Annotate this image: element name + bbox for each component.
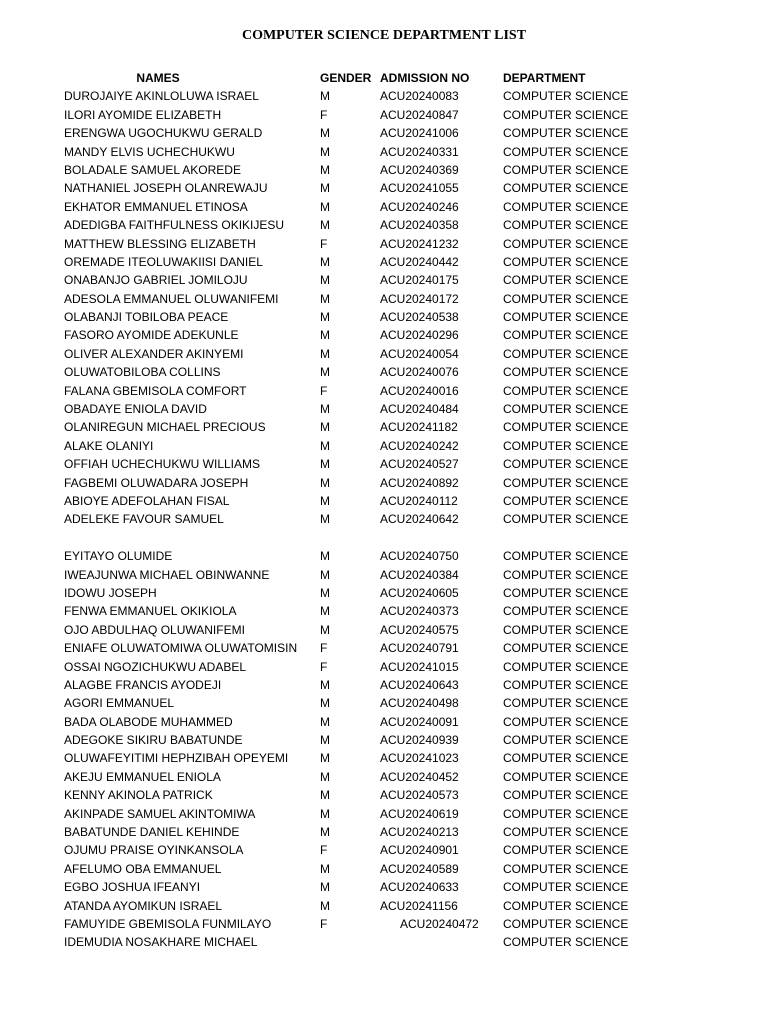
student-name: FENWA EMMANUEL OKIKIOLA [64, 604, 237, 619]
table-row [0, 308, 768, 326]
student-gender: M [320, 218, 330, 233]
student-name: ERENGWA UGOCHUKWU GERALD [64, 126, 263, 141]
student-gender: M [320, 144, 330, 159]
table-row [0, 510, 768, 528]
admission-number: ACU20240847 [380, 107, 459, 122]
admission-number: ACU20240091 [380, 714, 459, 729]
admission-number: ACU20240246 [380, 199, 459, 214]
student-department: COMPUTER SCIENCE [503, 475, 629, 490]
student-gender: M [320, 438, 330, 453]
student-department: COMPUTER SCIENCE [503, 273, 629, 288]
header-gender: GENDER [320, 71, 372, 85]
table-row [0, 878, 768, 896]
header-admission-no: ADMISSION NO [380, 71, 470, 85]
student-gender: F [320, 236, 328, 251]
admission-number: ACU20240605 [380, 585, 459, 600]
student-gender: M [320, 328, 330, 343]
student-gender: M [320, 880, 330, 895]
student-gender: M [320, 475, 330, 490]
table-row [0, 713, 768, 731]
admission-number: ACU20241023 [380, 751, 459, 766]
table-row [0, 290, 768, 308]
student-name: ADEDIGBA FAITHFULNESS OKIKIJESU [64, 218, 285, 233]
student-gender: M [320, 126, 330, 141]
student-department: COMPUTER SCIENCE [503, 291, 629, 306]
table-row [0, 841, 768, 859]
student-gender: M [320, 604, 330, 619]
student-department: COMPUTER SCIENCE [503, 328, 629, 343]
student-department: COMPUTER SCIENCE [503, 310, 629, 325]
student-department: COMPUTER SCIENCE [503, 567, 629, 582]
student-gender: M [320, 402, 330, 417]
student-name: BABATUNDE DANIEL KEHINDE [64, 825, 240, 840]
student-name: FALANA GBEMISOLA COMFORT [64, 383, 247, 398]
student-name: IDEMUDIA NOSAKHARE MICHAEL [64, 935, 258, 950]
admission-number: ACU20240384 [380, 567, 459, 582]
student-department: COMPUTER SCIENCE [503, 346, 629, 361]
table-row [0, 584, 768, 602]
student-name: AFELUMO OBA EMMANUEL [64, 861, 222, 876]
student-department: COMPUTER SCIENCE [503, 843, 629, 858]
table-row [0, 915, 768, 933]
table-row [0, 529, 768, 547]
student-department: COMPUTER SCIENCE [503, 769, 629, 784]
admission-number: ACU20240589 [380, 861, 459, 876]
admission-number: ACU20241015 [380, 659, 459, 674]
student-department: COMPUTER SCIENCE [503, 144, 629, 159]
admission-number: ACU20240242 [380, 438, 459, 453]
table-row [0, 602, 768, 620]
student-department: COMPUTER SCIENCE [503, 861, 629, 876]
student-name: OSSAI NGOZICHUKWU ADABEL [64, 659, 247, 674]
admission-number: ACU20240373 [380, 604, 459, 619]
student-department: COMPUTER SCIENCE [503, 438, 629, 453]
student-department: COMPUTER SCIENCE [503, 806, 629, 821]
student-name: DUROJAIYE AKINLOLUWA ISRAEL [64, 89, 259, 104]
student-gender: M [320, 714, 330, 729]
student-name: AGORI EMMANUEL [64, 696, 175, 711]
student-department: COMPUTER SCIENCE [503, 199, 629, 214]
student-gender: M [320, 769, 330, 784]
admission-number: ACU20240498 [380, 696, 459, 711]
table-row [0, 382, 768, 400]
student-department: COMPUTER SCIENCE [503, 677, 629, 692]
student-name: EKHATOR EMMANUEL ETINOSA [64, 199, 248, 214]
admission-number: ACU20240083 [380, 89, 459, 104]
student-gender: M [320, 493, 330, 508]
student-department: COMPUTER SCIENCE [503, 402, 629, 417]
student-name: MATTHEW BLESSING ELIZABETH [64, 236, 256, 251]
admission-number: ACU20240054 [380, 346, 459, 361]
student-department: COMPUTER SCIENCE [503, 457, 629, 472]
table-row [0, 694, 768, 712]
admission-number: ACU20240172 [380, 291, 459, 306]
table-row [0, 547, 768, 565]
admission-number: ACU20240358 [380, 218, 459, 233]
student-department: COMPUTER SCIENCE [503, 549, 629, 564]
student-gender: M [320, 457, 330, 472]
student-department: COMPUTER SCIENCE [503, 935, 629, 950]
admission-number: ACU20240633 [380, 880, 459, 895]
student-department: COMPUTER SCIENCE [503, 604, 629, 619]
student-department: COMPUTER SCIENCE [503, 788, 629, 803]
student-gender: M [320, 806, 330, 821]
student-department: COMPUTER SCIENCE [503, 825, 629, 840]
student-gender: M [320, 181, 330, 196]
table-row [0, 363, 768, 381]
student-department: COMPUTER SCIENCE [503, 898, 629, 913]
table-row [0, 271, 768, 289]
student-name: ALAKE OLANIYI [64, 438, 154, 453]
student-department: COMPUTER SCIENCE [503, 365, 629, 380]
student-gender: M [320, 733, 330, 748]
student-name: KENNY AKINOLA PATRICK [64, 788, 213, 803]
student-name: AKEJU EMMANUEL ENIOLA [64, 769, 221, 784]
table-body [0, 87, 768, 951]
student-name: AKINPADE SAMUEL AKINTOMIWA [64, 806, 256, 821]
student-gender: F [320, 641, 328, 656]
table-row [0, 768, 768, 786]
student-gender: F [320, 659, 328, 674]
table-row [0, 400, 768, 418]
student-name: OLIVER ALEXANDER AKINYEMI [64, 346, 244, 361]
student-name: OJO ABDULHAQ OLUWANIFEMI [64, 622, 245, 637]
student-department: COMPUTER SCIENCE [503, 236, 629, 251]
admission-number: ACU20240892 [380, 475, 459, 490]
admission-number: ACU20240175 [380, 273, 459, 288]
student-gender: M [320, 751, 330, 766]
student-department: COMPUTER SCIENCE [503, 420, 629, 435]
student-department: COMPUTER SCIENCE [503, 218, 629, 233]
admission-number: ACU20240016 [380, 383, 459, 398]
student-name: NATHANIEL JOSEPH OLANREWAJU [64, 181, 268, 196]
table-row [0, 639, 768, 657]
table-row [0, 566, 768, 584]
table-row [0, 418, 768, 436]
student-department: COMPUTER SCIENCE [503, 512, 629, 527]
student-name: OLUWAFEYITIMI HEPHZIBAH OPEYEMI [64, 751, 289, 766]
student-department: COMPUTER SCIENCE [503, 383, 629, 398]
admission-number: ACU20241156 [380, 898, 458, 913]
student-gender: M [320, 254, 330, 269]
table-row [0, 179, 768, 197]
admission-number: ACU20241006 [380, 126, 459, 141]
admission-number: ACU20240750 [380, 549, 459, 564]
admission-number: ACU20240076 [380, 365, 459, 380]
student-name: OJUMU PRAISE OYINKANSOLA [64, 843, 244, 858]
student-gender: M [320, 549, 330, 564]
student-gender: M [320, 420, 330, 435]
admission-number: ACU20240643 [380, 677, 459, 692]
table-row [0, 658, 768, 676]
student-name: OBADAYE ENIOLA DAVID [64, 402, 207, 417]
student-name: ALAGBE FRANCIS AYODEJI [64, 677, 222, 692]
header-names: NAMES [136, 71, 180, 85]
student-gender: M [320, 567, 330, 582]
table-row [0, 676, 768, 694]
table-row [0, 823, 768, 841]
admission-number: ACU20240939 [380, 733, 459, 748]
student-gender: M [320, 273, 330, 288]
admission-number: ACU20240369 [380, 162, 459, 177]
student-department: COMPUTER SCIENCE [503, 181, 629, 196]
student-name: IDOWU JOSEPH [64, 585, 157, 600]
student-name: FASORO AYOMIDE ADEKUNLE [64, 328, 239, 343]
student-gender: M [320, 199, 330, 214]
student-department: COMPUTER SCIENCE [503, 254, 629, 269]
student-gender: M [320, 89, 330, 104]
student-name: ADELEKE FAVOUR SAMUEL [64, 512, 224, 527]
student-gender: M [320, 861, 330, 876]
student-name: IWEAJUNWA MICHAEL OBINWANNE [64, 567, 270, 582]
student-gender: M [320, 346, 330, 361]
student-name: ABIOYE ADEFOLAHAN FISAL [64, 493, 230, 508]
student-department: COMPUTER SCIENCE [503, 162, 629, 177]
student-gender: F [320, 916, 328, 931]
table-row [0, 621, 768, 639]
page-title: COMPUTER SCIENCE DEPARTMENT LIST [241, 28, 527, 43]
admission-number: ACU20241182 [380, 420, 458, 435]
student-gender: M [320, 291, 330, 306]
student-name: OLABANJI TOBILOBA PEACE [64, 310, 229, 325]
student-name: OLANIREGUN MICHAEL PRECIOUS [64, 420, 266, 435]
student-name: OLUWATOBILOBA COLLINS [64, 365, 221, 380]
student-name: ENIAFE OLUWATOMIWA OLUWATOMISIN [64, 641, 298, 656]
student-name: ADESOLA EMMANUEL OLUWANIFEMI [64, 291, 279, 306]
admission-number: ACU20240484 [380, 402, 459, 417]
student-department: COMPUTER SCIENCE [503, 585, 629, 600]
student-department: COMPUTER SCIENCE [503, 89, 629, 104]
student-department: COMPUTER SCIENCE [503, 696, 629, 711]
student-gender: M [320, 365, 330, 380]
student-gender: M [320, 898, 330, 913]
student-name: BADA OLABODE MUHAMMED [64, 714, 233, 729]
student-table [0, 69, 768, 952]
student-department: COMPUTER SCIENCE [503, 733, 629, 748]
table-row [0, 897, 768, 915]
student-name: BOLADALE SAMUEL AKOREDE [64, 162, 241, 177]
student-gender: M [320, 162, 330, 177]
table-row [0, 216, 768, 234]
student-name: EGBO JOSHUA IFEANYI [64, 880, 201, 895]
table-row [0, 492, 768, 510]
student-name: OFFIAH UCHECHUKWU WILLIAMS [64, 457, 261, 472]
student-gender: M [320, 622, 330, 637]
student-department: COMPUTER SCIENCE [503, 622, 629, 637]
admission-number: ACU20240619 [380, 806, 459, 821]
student-gender: M [320, 310, 330, 325]
student-department: COMPUTER SCIENCE [503, 126, 629, 141]
student-name: ATANDA AYOMIKUN ISRAEL [64, 898, 223, 913]
table-row [0, 87, 768, 105]
student-department: COMPUTER SCIENCE [503, 751, 629, 766]
student-department: COMPUTER SCIENCE [503, 641, 629, 656]
student-name: ILORI AYOMIDE ELIZABETH [64, 107, 222, 122]
table-row [0, 455, 768, 473]
student-department: COMPUTER SCIENCE [503, 493, 629, 508]
student-name: MANDY ELVIS UCHECHUKWU [64, 144, 235, 159]
admission-number: ACU20240527 [380, 457, 459, 472]
student-gender: M [320, 677, 330, 692]
table-row [0, 326, 768, 344]
student-department: COMPUTER SCIENCE [503, 916, 629, 931]
table-row [0, 805, 768, 823]
table-row [0, 731, 768, 749]
admission-number: ACU20240538 [380, 310, 459, 325]
admission-number: ACU20241055 [380, 181, 459, 196]
student-name: ONABANJO GABRIEL JOMILOJU [64, 273, 248, 288]
student-gender: M [320, 512, 330, 527]
student-name: FAGBEMI OLUWADARA JOSEPH [64, 475, 249, 490]
table-row [0, 235, 768, 253]
table-row [0, 253, 768, 271]
admission-number: ACU20241232 [380, 236, 459, 251]
admission-number: ACU20240213 [380, 825, 459, 840]
table-row [0, 345, 768, 363]
table-row [0, 749, 768, 767]
student-gender: M [320, 696, 330, 711]
admission-number: ACU20240452 [380, 769, 459, 784]
admission-number: ACU20240331 [380, 144, 459, 159]
admission-number: ACU20240296 [380, 328, 459, 343]
table-row [0, 161, 768, 179]
student-name: ADEGOKE SIKIRU BABATUNDE [64, 733, 243, 748]
student-department: COMPUTER SCIENCE [503, 659, 629, 674]
student-department: COMPUTER SCIENCE [503, 880, 629, 895]
student-gender: F [320, 843, 328, 858]
table-row [0, 860, 768, 878]
admission-number: ACU20240791 [380, 641, 459, 656]
admission-number: ACU20240901 [380, 843, 459, 858]
student-gender: F [320, 107, 328, 122]
table-row [0, 143, 768, 161]
table-row [0, 933, 768, 951]
admission-number: ACU20240575 [380, 622, 459, 637]
student-department: COMPUTER SCIENCE [503, 107, 629, 122]
student-gender: M [320, 788, 330, 803]
table-header-row [0, 69, 768, 87]
table-row [0, 474, 768, 492]
table-row [0, 198, 768, 216]
student-name: OREMADE ITEOLUWAKIISI DANIEL [64, 254, 263, 269]
student-department: COMPUTER SCIENCE [503, 714, 629, 729]
student-name: FAMUYIDE GBEMISOLA FUNMILAYO [64, 916, 272, 931]
admission-number: ACU20240642 [380, 512, 459, 527]
table-row [0, 124, 768, 142]
student-gender: M [320, 585, 330, 600]
admission-number: ACU20240442 [380, 254, 459, 269]
student-name: EYITAYO OLUMIDE [64, 549, 173, 564]
header-department: DEPARTMENT [503, 71, 586, 85]
admission-number: ACU20240573 [380, 788, 459, 803]
table-row [0, 786, 768, 804]
student-gender: M [320, 825, 330, 840]
admission-number: ACU20240472 [400, 916, 479, 931]
admission-number: ACU20240112 [380, 493, 458, 508]
student-gender: F [320, 383, 328, 398]
table-row [0, 106, 768, 124]
table-row [0, 437, 768, 455]
